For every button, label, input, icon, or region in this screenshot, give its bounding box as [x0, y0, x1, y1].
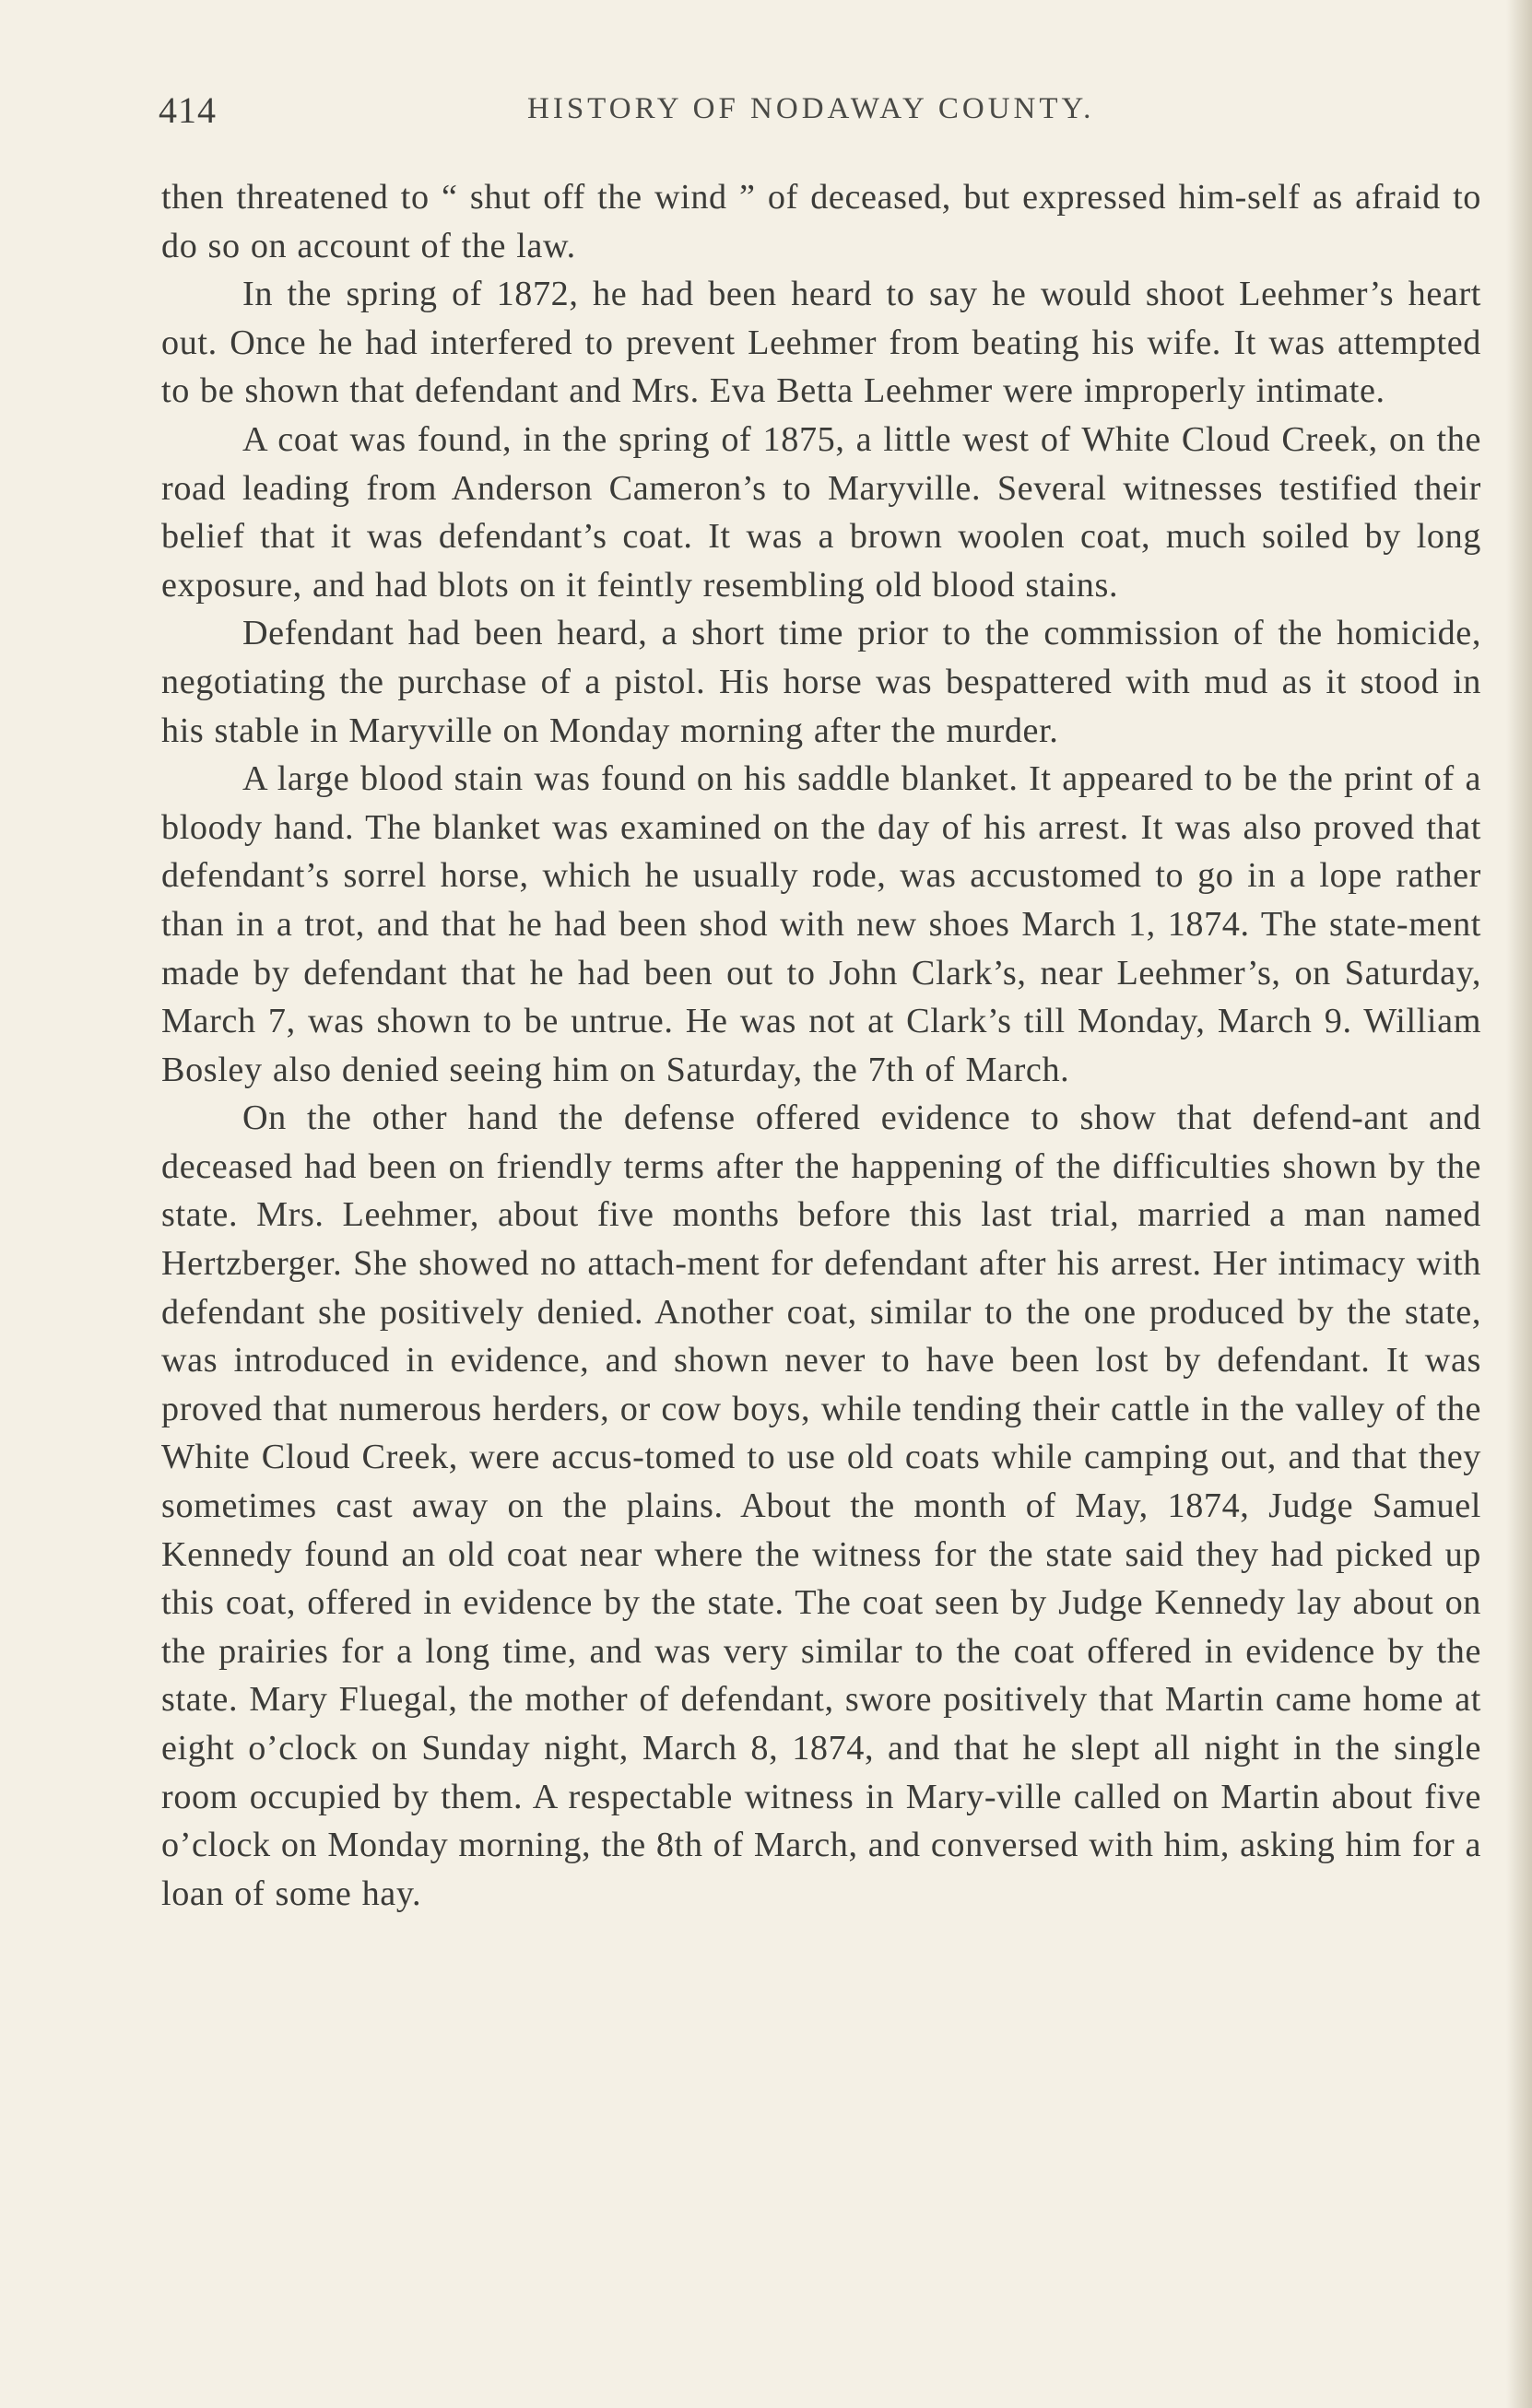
page-header [159, 88, 1486, 144]
paragraph-4: Defendant had been heard, a short time prior to the commission of the homicide, negotiating the purchase of a pistol. His horse was bespattered with mud as it stood in his stable in Maryville on Monday morning after the murder. [161, 614, 1481, 750]
running-title: HISTORY OF NODAWAY COUNTY. [527, 92, 1095, 125]
paragraph-1: then threatened to “ shut off the wind ” of deceased, but expressed him-self as afraid to do so on account of the law. [161, 178, 1481, 265]
paragraph-3: A coat was found, in the spring of 1875, a little west of White Cloud Creek, on the road leading from Anderson Cameron’s to Maryville. Several witnesses testified their belief that it was defendant’s coat. It was a brown woolen coat, much soiled by long exposure, and had blots on it feintly resembling old blood stains. [161, 419, 1481, 605]
page-edge-shadow [1506, 0, 1532, 2408]
body-text [161, 173, 1481, 1918]
page-number: 414 [159, 89, 217, 131]
paragraph-6: On the other hand the defense offered evidence to show that defend-ant and deceased had been on friendly terms after the happening of the difficulties shown by the state. Mrs. Leehmer, about five months before this last trial, married a man named Hertzberger. She showed no attach-ment for defendant after his arrest. Her intimacy with defendant she positively denied. Another coat, similar to the one produced by the state, was introduced in evidence, and shown never to have been lost by defendant. It was proved that numerous herders, or cow boys, while tending their cattle in the valley of the White Cloud Creek, were accus-tomed to use old coats while camping out, and that they sometimes cast away on the plains. About the month of May, 1874, Judge Samuel Kennedy found an old coat near where the witness for the state said they had picked up this coat, offered in evidence by the state. The coat seen by Judge Kennedy lay about on the prairies for a long time, and was very similar to the coat offered in evidence by the state. Mary Fluegal, the mother of defendant, swore positively that Martin came home at eight o’clock on Sunday night, March 8, 1874, and that he slept all night in the single room occupied by them. A respectable witness in Mary-ville called on Martin about five o’clock on Monday morning, the 8th of March, and conversed with him, asking him for a loan of some hay. [161, 1098, 1481, 1913]
paragraph-5: A large blood stain was found on his saddle blanket. It appeared to be the print of a bloody hand. The blanket was examined on the day of his arrest. It was also proved that defendant’s sorrel horse, which he usually rode, was accustomed to go in a lope rather than in a trot, and that he had been shod with new shoes March 1, 1874. The state-ment made by defendant that he had been out to John Clark’s, near Leehmer’s, on Saturday, March 7, was shown to be untrue. He was not at Clark’s till Monday, March 9. William Bosley also denied seeing him on Saturday, the 7th of March. [161, 759, 1481, 1089]
paragraph-2: In the spring of 1872, he had been heard to say he would shoot Leehmer’s heart out. Once he had interfered to prevent Leehmer from beating his wife. It was attempted to be shown that defendant and Mrs. Eva Betta Leehmer were improperly intimate. [161, 275, 1481, 411]
